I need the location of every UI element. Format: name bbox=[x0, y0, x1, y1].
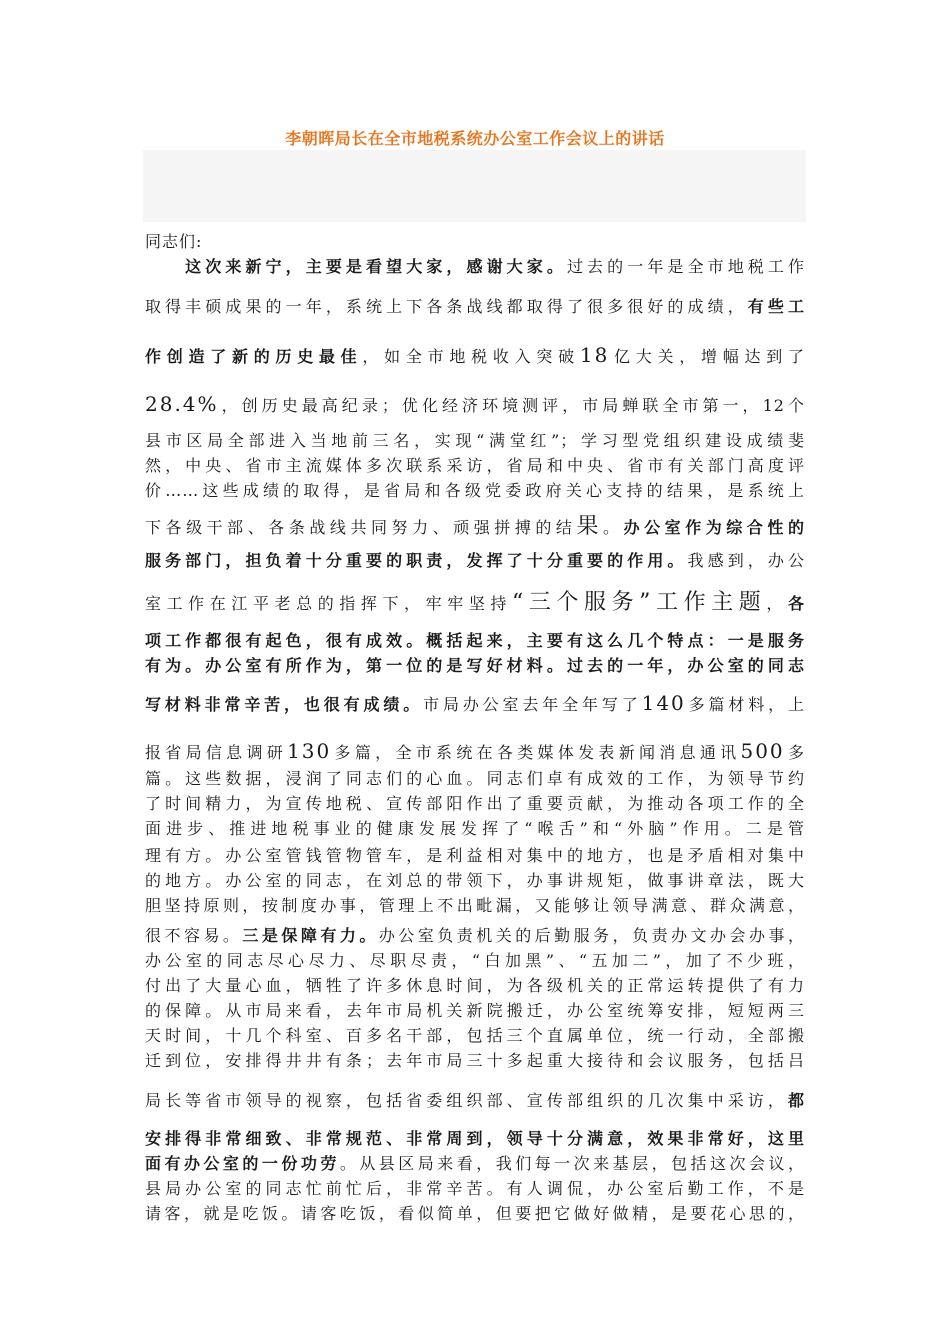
body-text: 局长等省市领导的视察，包括省委组织部、宣传部组织的几次集中采访， bbox=[145, 1091, 788, 1110]
body-line bbox=[145, 1178, 805, 1200]
body-line bbox=[145, 870, 805, 892]
body-line bbox=[145, 845, 805, 867]
bold-text: 有为。办公室有所作为，第一位的是写好材料。过去的一年，办公室的同志 bbox=[145, 656, 805, 675]
body-line bbox=[145, 768, 805, 790]
body-line bbox=[145, 1025, 805, 1047]
body-line bbox=[145, 1153, 805, 1175]
body-text: 了时间精力，为宣传地税、宣传部阳作出了重要贡献，为推动各项工作的全 bbox=[145, 794, 805, 813]
body-line bbox=[145, 480, 805, 502]
body-text: 价……这些成绩的取得，是省局和各级党委政府关心支持的结果，是系统上 bbox=[145, 481, 805, 500]
body-text: 办公室负责机关的后勤服务，负责办文办会办事， bbox=[378, 926, 805, 945]
body-text: 130 bbox=[287, 739, 332, 763]
body-line bbox=[145, 975, 805, 997]
body-text: 报省局信息调研 bbox=[145, 743, 288, 762]
body-text: 的地方。办公室的同志，在刘总的带领下，办事讲规矩，做事讲章法，既大 bbox=[145, 871, 805, 890]
body-text: 篇。这些数据，浸润了同志们的心血。同志们卓有成效的工作，为领导节约 bbox=[145, 769, 805, 788]
body-text: 理有方。办公室管钱管物管车，是利益相对集中的地方，也是矛盾相对集中 bbox=[145, 846, 805, 865]
body-text: 多篇材料，上 bbox=[685, 695, 805, 714]
body-text: 多 bbox=[784, 743, 805, 762]
body-line bbox=[145, 793, 805, 815]
bold-text: 三是保障有力。 bbox=[242, 926, 379, 945]
body-text: 果 bbox=[576, 514, 604, 539]
bold-text: 项工作都很有起色，很有成效。概括起来，主要有这么几个特点：一是服务 bbox=[145, 631, 805, 650]
shaded-block bbox=[143, 150, 806, 222]
body-line bbox=[145, 344, 805, 368]
body-text: 我感到，办公 bbox=[687, 551, 805, 570]
bold-text: 都 bbox=[787, 1091, 805, 1110]
bold-text: 办公室作为综合性的 bbox=[623, 518, 805, 537]
body-line bbox=[145, 296, 805, 318]
body-text: 。从县区局来看，我们每一次来基层，包括这次会议， bbox=[339, 1154, 805, 1173]
body-line bbox=[145, 740, 805, 764]
body-text: 18 bbox=[579, 343, 610, 367]
body-line bbox=[145, 1000, 805, 1022]
body-text: 办公室的同志尽心尽力、尽职尽责，“白加黑”、“五加二”，加了不少班， bbox=[145, 951, 805, 970]
document-title: 李朝晖局长在全市地税系统办公室工作会议上的讲话 bbox=[285, 129, 665, 148]
bold-text: 安排得非常细致、非常规范、非常周到，领导十分满意，效果非常好，这里 bbox=[145, 1129, 805, 1148]
body-text: ，如全市地税收入突破 bbox=[362, 347, 580, 366]
body-text: 28.4% bbox=[145, 392, 219, 416]
body-text: 取得丰硕成果的一年，系统上下各条战线都取得了很多很好的成绩， bbox=[145, 297, 748, 316]
body-text: 过去的一年是全市地税工作 bbox=[566, 257, 805, 276]
bold-text: 服务部门，担负着十分重要的职责，发挥了十分重要的作用。 bbox=[145, 551, 688, 570]
body-line bbox=[145, 950, 805, 972]
body-text: ， bbox=[766, 594, 788, 613]
body-line bbox=[145, 256, 805, 278]
body-text: 亿大关，增幅达到了 bbox=[609, 347, 805, 366]
body-text: 500 bbox=[740, 739, 785, 763]
body-text: 迁到位，安排得井井有条；去年市局三十多起重大接待和会议服务，包括吕 bbox=[145, 1051, 805, 1070]
body-line bbox=[145, 1050, 805, 1072]
body-line bbox=[145, 895, 805, 917]
body-text: 140 bbox=[641, 691, 686, 715]
body-line bbox=[145, 925, 805, 947]
body-text: 。 bbox=[603, 518, 624, 537]
body-text: “三个服务”工作主题 bbox=[512, 590, 767, 615]
body-text: 的保障。从市局来看，去年市局机关新院搬迁，办公室统筹安排，短短两三 bbox=[145, 1001, 805, 1020]
body-line bbox=[145, 1203, 805, 1225]
body-line bbox=[145, 516, 805, 539]
body-text: 请客，就是吃饭。请客吃饭，看似简单，但要把它做好做精，是要花心思的， bbox=[145, 1204, 805, 1223]
body-line bbox=[145, 1090, 805, 1112]
body-text: 同志们: bbox=[145, 232, 203, 251]
body-text: 县局办公室的同志忙前忙后，非常辛苦。有人调侃，办公室后勤工作，不是 bbox=[145, 1179, 805, 1198]
body-text: 市局办公室去年全年写了 bbox=[423, 695, 642, 714]
bold-text: 这次来新宁，主要是看望大家，感谢大家。 bbox=[145, 257, 567, 276]
bold-text: 作创造了新的历史最佳 bbox=[145, 347, 363, 366]
body-text: 付出了大量心血，牺牲了许多休息时间，为各级机关的正常运转提供了有力 bbox=[145, 976, 805, 995]
body-text: 下各级干部、各条战线共同努力、顽强拼搏的结 bbox=[145, 518, 577, 537]
bold-text: 面有办公室的一份功劳 bbox=[145, 1154, 340, 1173]
body-text: 室工作在江平老总的指挥下，牢牢坚持 bbox=[145, 594, 512, 613]
bold-text: 有些工 bbox=[747, 297, 805, 316]
body-text: 多篇，全市系统在各类媒体发表新闻消息通讯 bbox=[331, 743, 741, 762]
body-text: 然，中央、省市主流媒体多次联系采访，省局和中央、省市有关部门高度评 bbox=[145, 456, 805, 475]
body-line bbox=[145, 818, 805, 840]
body-line bbox=[145, 692, 805, 716]
body-text: 县市区局全部进入当地前三名，实现“满堂红”；学习型党组织建设成绩斐 bbox=[145, 431, 805, 450]
body-line bbox=[145, 592, 805, 615]
body-line bbox=[145, 550, 805, 572]
body-line bbox=[145, 630, 805, 652]
body-line bbox=[145, 430, 805, 452]
body-line bbox=[145, 393, 805, 417]
body-line bbox=[145, 455, 805, 477]
body-line bbox=[145, 655, 805, 677]
bold-text: 各 bbox=[787, 594, 805, 613]
body-text: 天时间，十几个科室、百多名干部，包括三个直属单位，统一行动，全部搬 bbox=[145, 1026, 805, 1045]
body-text: 面进步、推进地税事业的健康发展发挥了“喉舌”和“外脑”作用。二是管 bbox=[145, 819, 805, 838]
body-text: 胆坚持原则，按制度办事，管理上不出毗漏，又能够让领导满意、群众满意， bbox=[145, 896, 805, 915]
body-text: ，创历史最高纪录；优化经济环境测评，市局蝉联全市第一，12个 bbox=[218, 396, 805, 415]
body-text: 很不容易。 bbox=[145, 926, 243, 945]
body-line bbox=[145, 1128, 805, 1150]
bold-text: 写材料非常辛苦，也很有成绩。 bbox=[145, 695, 424, 714]
body-line bbox=[145, 231, 805, 253]
